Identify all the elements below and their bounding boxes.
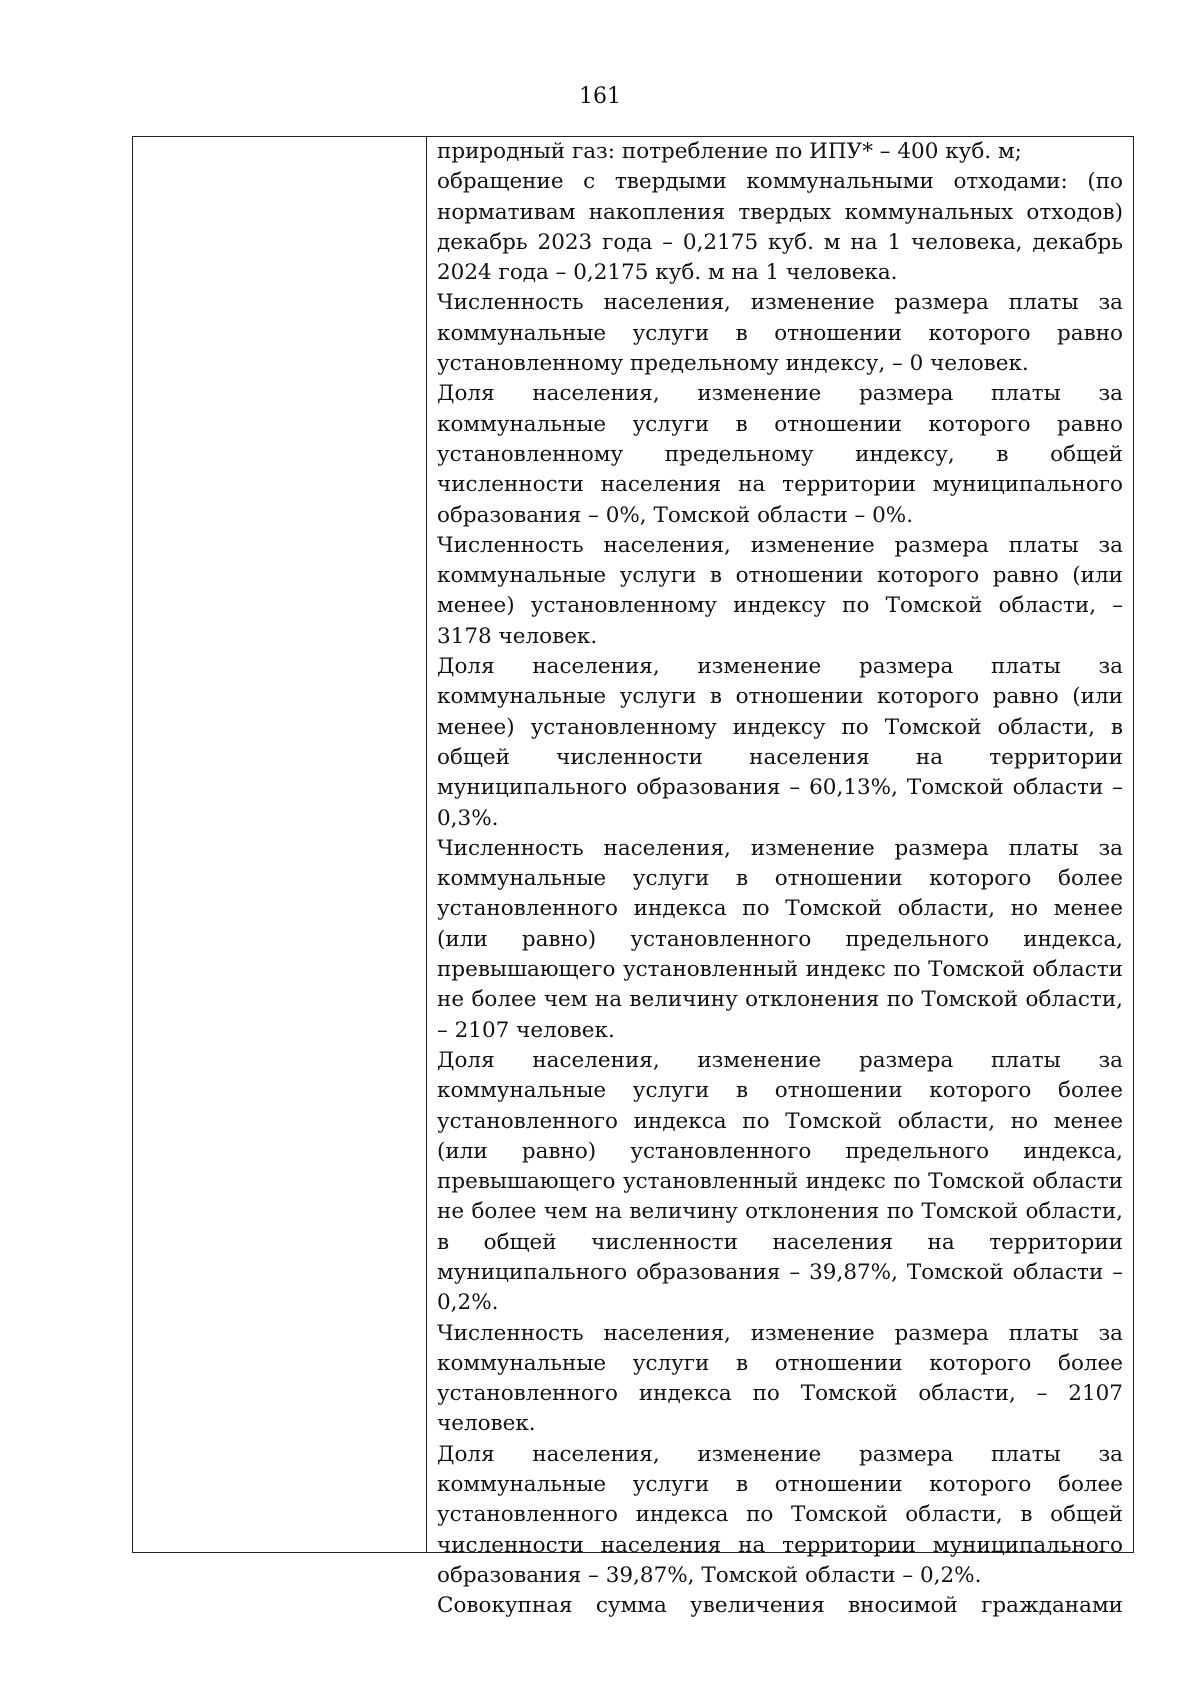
table-right-cell: [427, 137, 1133, 1619]
table-left-cell: [133, 137, 427, 1552]
paragraph-share-above-index: Доля населения, изменение размера платы за коммунальные услуги в отношении которого более установленного индекса по Томской области, в общей численности населения на территории муниципального образования – 39,87%, Томской области – 0,2%.: [437, 1441, 1123, 1588]
paragraph-population-above-index: Численность населения, изменение размера платы за коммунальные услуги в отношении которого более установленного индекса по Томской области, – 2107 человек.: [437, 1320, 1123, 1437]
paragraph-population-below-index: Численность населения, изменение размера платы за коммунальные услуги в отношении которого равно (или менее) установленному индексу по Томской области, – 3178 человек.: [437, 532, 1123, 649]
page-number: 161: [579, 84, 621, 109]
document-table: [132, 136, 1134, 1619]
paragraph-gas-consumption: природный газ: потребление по ИПУ* – 400 куб. м;: [437, 139, 1022, 164]
paragraph-share-within-deviation: Доля населения, изменение размера платы за коммунальные услуги в отношении которого более установленного индекса по Томской области, но менее (или равно) установленного предельного индекса, превышающего установленный индекс по Томской области не более чем на величину отклонения по Томской области, в общей численности населения на территории муниципального образования – 39,87%, Томской области – 0,2%.: [437, 1047, 1123, 1316]
paragraph-population-equal-limit: Численность населения, изменение размера платы за коммунальные услуги в отношении которого равно установленному предельному индексу, – 0 человек.: [437, 290, 1123, 377]
paragraph-share-equal-limit: Доля населения, изменение размера платы за коммунальные услуги в отношении которого равно установленному предельному индексу, в общей численности населения на территории муниципального образования – 0%, Томской области – 0%.: [437, 381, 1123, 528]
paragraph-share-below-index: Доля населения, изменение размера платы за коммунальные услуги в отношении которого равно (или менее) установленному индексу по Томской области, в общей численности населения на территории муниципального образования – 60,13%, Томской области – 0,3%.: [437, 654, 1123, 831]
paragraph-total-increase: Совокупная сумма увеличения вносимой гражданами: [437, 1593, 1123, 1619]
paragraph-waste-management: обращение с твердыми коммунальными отходами: (по нормативам накопления твердых коммунальных отходов) декабрь 2023 года – 0,2175 куб. м на 1 человека, декабрь 2024 года – 0,2175 куб. м на 1 человека.: [437, 169, 1123, 286]
paragraph-population-within-deviation: Численность населения, изменение размера платы за коммунальные услуги в отношении которого более установленного индекса по Томской области, но менее (или равно) установленного предельного индекса, превышающего установленный индекс по Томской области не более чем на величину отклонения по Томской области, – 2107 человек.: [437, 835, 1123, 1043]
